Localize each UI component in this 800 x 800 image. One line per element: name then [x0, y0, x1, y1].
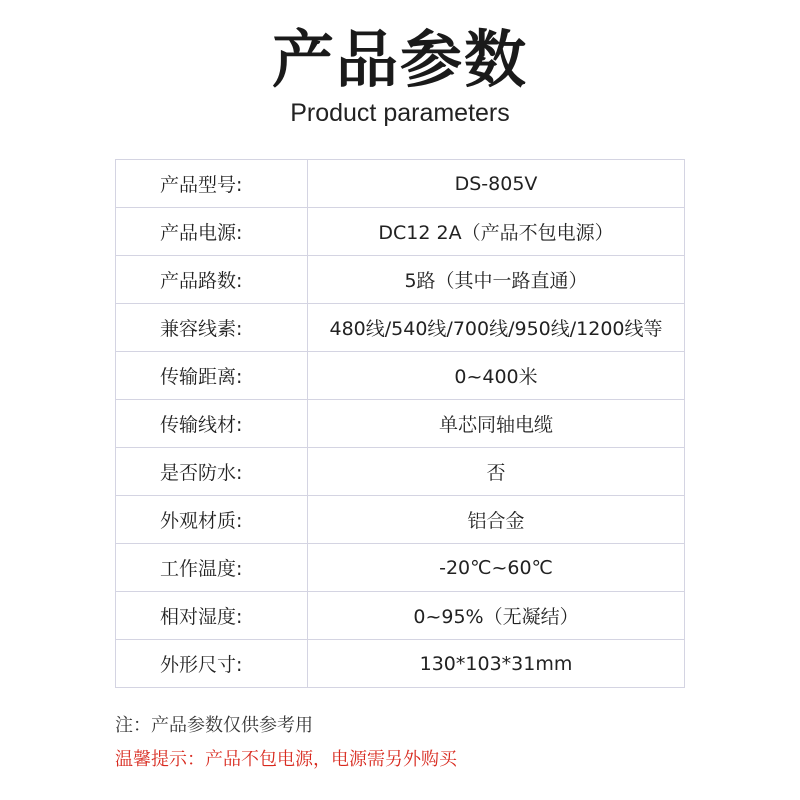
- table-row: [116, 400, 685, 448]
- table-row: [116, 640, 685, 688]
- table-row: [116, 352, 685, 400]
- param-label: 兼容线素:: [116, 304, 308, 352]
- param-label: 产品电源:: [116, 208, 308, 256]
- param-label: 传输距离:: [116, 352, 308, 400]
- page-subtitle: Product parameters: [290, 99, 510, 127]
- param-value: 0~400米: [308, 352, 685, 400]
- param-value: 0~95%（无凝结）: [308, 592, 685, 640]
- param-label: 外形尺寸:: [116, 640, 308, 688]
- param-label: 产品型号:: [116, 160, 308, 208]
- table-row: [116, 592, 685, 640]
- param-value: 否: [308, 448, 685, 496]
- table-row: [116, 256, 685, 304]
- table-row: [116, 544, 685, 592]
- parameters-table: [115, 159, 685, 688]
- param-label: 传输线材:: [116, 400, 308, 448]
- param-label: 相对湿度:: [116, 592, 308, 640]
- param-label: 外观材质:: [116, 496, 308, 544]
- table-row: [116, 496, 685, 544]
- power-supply-warning: 温馨提示：产品不包电源，电源需另外购买: [115, 749, 457, 770]
- param-value: 5路（其中一路直通）: [308, 256, 685, 304]
- page-title: 产品参数: [271, 23, 528, 96]
- param-label: 是否防水:: [116, 448, 308, 496]
- table-row: [116, 304, 685, 352]
- param-value: -20℃~60℃: [308, 544, 685, 592]
- param-value: 480线/540线/700线/950线/1200线等: [308, 304, 685, 352]
- param-value: 铝合金: [308, 496, 685, 544]
- param-value: 单芯同轴电缆: [308, 400, 685, 448]
- param-value: DC12 2A（产品不包电源）: [308, 208, 685, 256]
- reference-note: 注：产品参数仅供参考用: [115, 715, 313, 736]
- table-row: [116, 208, 685, 256]
- table-row: [116, 160, 685, 208]
- table-row: [116, 448, 685, 496]
- param-value: 130*103*31mm: [308, 640, 685, 688]
- param-value: DS-805V: [308, 160, 685, 208]
- param-label: 产品路数:: [116, 256, 308, 304]
- param-label: 工作温度:: [116, 544, 308, 592]
